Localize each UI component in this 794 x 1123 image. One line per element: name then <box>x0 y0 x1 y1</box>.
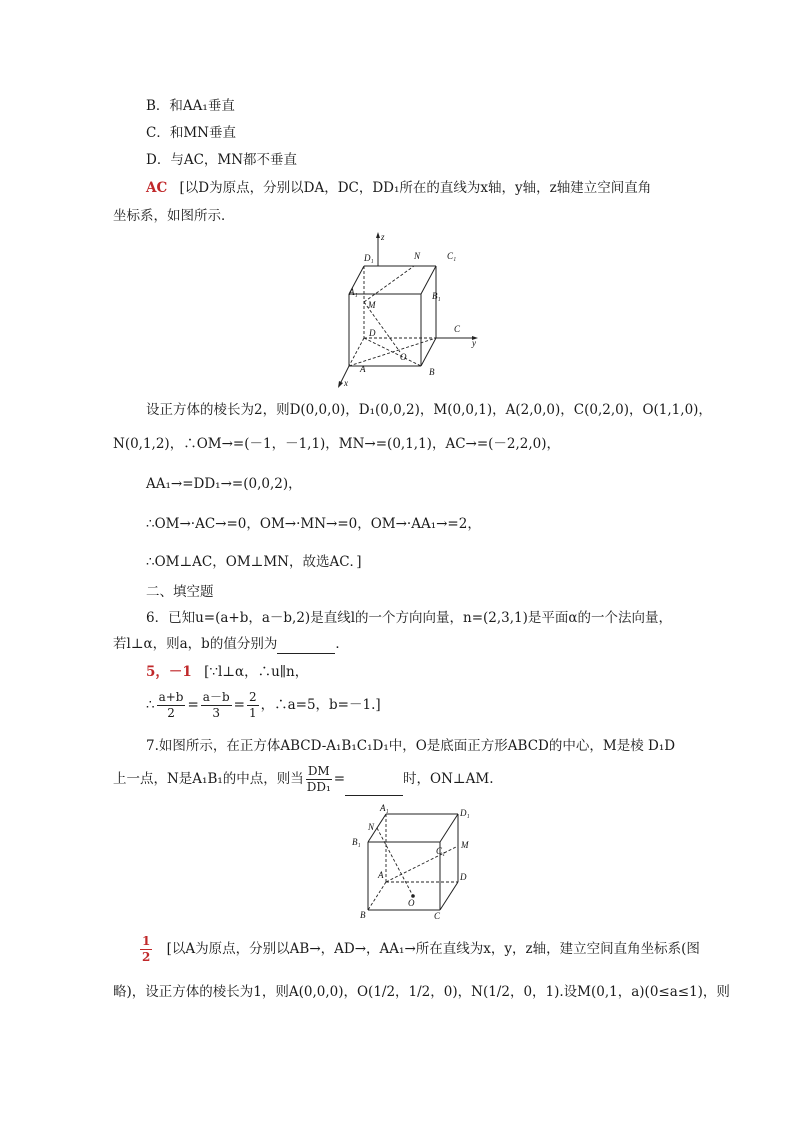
fig2-label-a1: A₁ <box>380 803 389 813</box>
q6-line2-end: ． <box>335 636 349 652</box>
q6-frac3 <box>247 690 259 721</box>
q6-line2-text: 若l⊥α，则a，b的值分别为 <box>113 636 278 652</box>
q6-line1: 6．已知u=(a+b，a－b,2)是直线l的一个方向向量，n=(2,3,1)是平面α的一个法向量， <box>146 610 673 626</box>
q6-answer: 5，－1 <box>146 664 192 680</box>
fig1-label-c1: C₁ <box>447 251 457 261</box>
fig2-label-b: B <box>360 910 366 920</box>
q5-calc-line1: 设正方体的棱长为2，则D(0,0,0)，D₁(0,0,2)，M(0,0,1)，A(2,0,0)，C(0,2,0)，O(1,1,0)， <box>146 402 712 418</box>
fig2-label-o: O <box>408 898 415 908</box>
fig1-label-c: C <box>454 324 461 334</box>
q6-answer-blank <box>277 639 335 654</box>
q5-solution-line1 <box>146 178 651 198</box>
q7-answer-blank <box>345 781 403 796</box>
fig2-label-c1: C₁ <box>436 846 446 856</box>
q6-solution-line2: ∴ $\frac{a+b}{2}$ = $\frac{a-b}{3}$ = $\frac{2}{1}$ ，∴a=5，b=－1.] <box>146 690 381 720</box>
q7-solution-line2: 略)，设正方体的棱长为1，则A(0,0,0)，O(1/2，1/2，0)，N(1/2，0，1).设M(0,1，a)(0≤a≤1)，则 <box>113 984 730 1000</box>
q6-frac1-den: 2 <box>167 706 175 720</box>
q6-frac2-num: a－b <box>202 690 230 704</box>
q7-answer-num: 1 <box>142 934 151 948</box>
fig2-label-b1: B₁ <box>352 837 361 847</box>
q6-sol1: [∵l⊥α，∴u∥n， <box>204 664 309 680</box>
fig1-label-m: M <box>368 300 376 310</box>
q7-frac-num: DM <box>307 764 330 778</box>
q6-line2 <box>113 634 349 654</box>
q7-frac-den: DD₁ <box>306 780 331 794</box>
fig2-label-n: N <box>368 822 375 832</box>
fig1-label-o: O <box>400 352 407 362</box>
q7-line1: 7.如图所示，在正方体ABCD-A₁B₁C₁D₁中，O是底面正方形ABCD的中心，M是棱 D₁D <box>146 738 676 754</box>
q6-frac2-den: 3 <box>212 706 221 720</box>
fig1-label-b1: B₁ <box>432 291 441 301</box>
q5-calc-line2: N(0,1,2)，∴OM→=(－1，－1,1)，MN→=(0,1,1)，AC→=(－2,2,0)， <box>113 436 561 452</box>
q6-frac1 <box>157 690 186 721</box>
q6-solution-line1 <box>146 662 308 682</box>
q7-line2: 上一点，N是A₁B₁的中点，则当 $\frac{DM}{\text{DD₁}}$ = 时，ON⊥AM. <box>113 764 494 794</box>
figure-cube-coordinate <box>338 228 488 390</box>
fig1-label-y: y <box>472 338 476 348</box>
q7-sol1: [以A为原点，分别以AB→，AD→，AA₁→所在直线为x，y，z轴，建立空间直角坐标系(图 <box>166 941 700 957</box>
q5-answer: AC <box>146 180 168 196</box>
q7-frac <box>306 764 332 795</box>
fig2-label-c: C <box>434 911 441 921</box>
fig2-label-d1: D₁ <box>460 808 470 818</box>
q5-solution-line2: 坐标系，如图所示． <box>113 208 235 224</box>
q7-solution-line1 <box>138 932 700 966</box>
q6-frac3-num: 2 <box>248 690 257 704</box>
option-c: C．和MN垂直 <box>146 125 236 141</box>
fig1-label-a1: A₁ <box>349 287 358 297</box>
q5-intro-text: [以D为原点，分别以DA，DC，DD₁所在的直线为x轴，y轴，z轴建立空间直角 <box>179 180 652 196</box>
fig2-label-m: M <box>461 840 469 850</box>
fig1-label-z: z <box>381 232 385 242</box>
section-title: 二、填空题 <box>146 584 214 600</box>
q6-sol2-suffix: ，∴a=5，b=－1.] <box>260 697 381 713</box>
q6-frac1-num: a+b <box>158 690 184 704</box>
option-b: B．和AA₁垂直 <box>146 98 235 114</box>
fig2-label-d: D <box>460 872 467 882</box>
q7-line2-prefix: 上一点，N是A₁B₁的中点，则当 <box>113 771 304 787</box>
option-d: D．与AC，MN都不垂直 <box>146 152 298 168</box>
q7-answer-den: 2 <box>142 950 151 964</box>
fig1-label-x: x <box>344 378 348 388</box>
q5-calc-line3: AA₁→=DD₁→=(0,0,2)， <box>146 476 302 492</box>
q7-line2-suffix: 时，ON⊥AM. <box>403 771 494 787</box>
q6-frac2 <box>201 690 232 721</box>
q6-sol2-prefix: ∴ <box>146 697 155 713</box>
q5-calc-line5: ∴OM⊥AC，OM⊥MN，故选AC．] <box>146 554 362 570</box>
fig1-label-d: D <box>369 328 376 338</box>
fig1-label-d1: D₁ <box>364 253 374 263</box>
figure-cube-q7 <box>348 802 478 922</box>
q7-answer <box>140 934 152 965</box>
fig1-label-b: B <box>429 367 435 377</box>
q5-calc-line4: ∴OM→·AC→=0，OM→·MN→=0，OM→·AA₁→=2， <box>146 516 481 532</box>
fig1-label-n: N <box>414 251 421 261</box>
q6-frac3-den: 1 <box>248 706 257 720</box>
fig1-label-a: A <box>360 364 366 374</box>
fig2-label-a: A <box>378 870 384 880</box>
